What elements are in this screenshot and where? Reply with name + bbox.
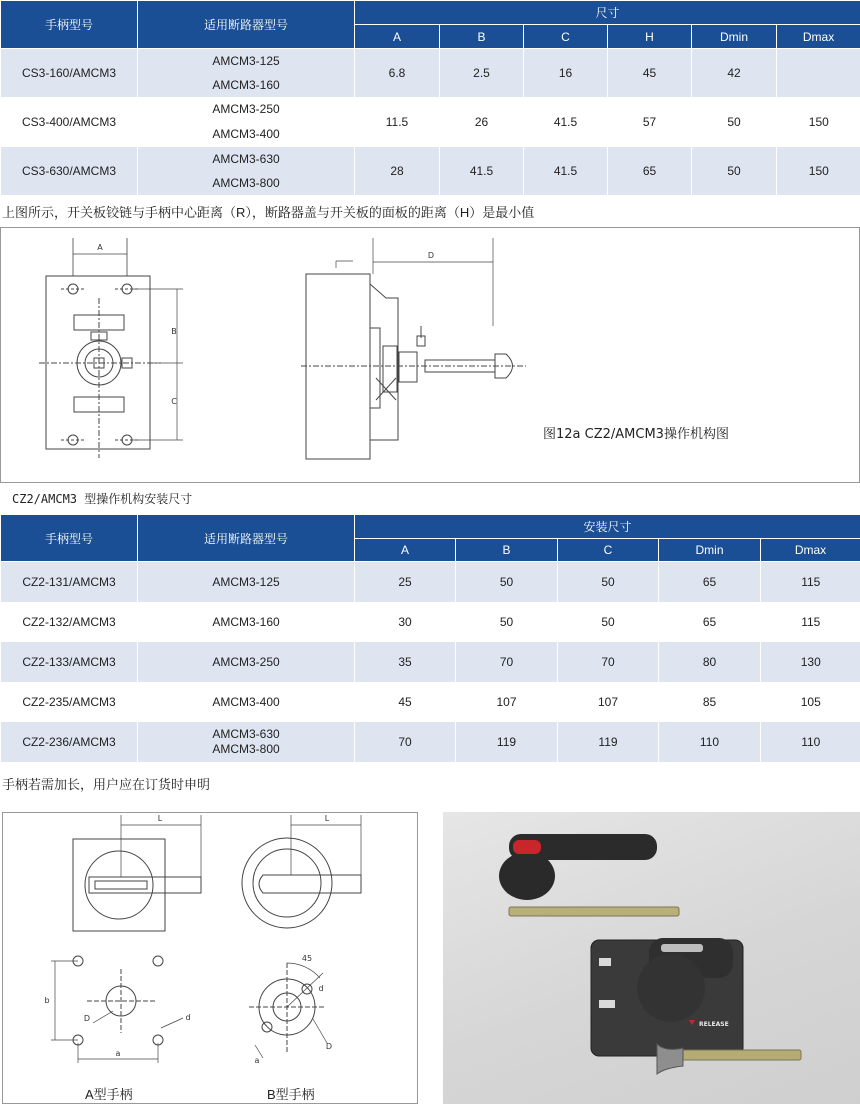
cell-value: 110 [659, 722, 761, 762]
dim-label-d-upper-b: D [326, 1042, 332, 1051]
cell-value: 110 [761, 722, 860, 762]
mechanism-drawing [1, 228, 859, 482]
cell-model: CS3-160/AMCM3 [1, 49, 138, 97]
header-install-dimensions: 安装尺寸 [355, 515, 860, 539]
dim-label-d-lower-b: d [318, 984, 323, 993]
header-col-dmax: Dmax [761, 539, 860, 562]
cell-value: 119 [456, 722, 558, 762]
cell-value: 26 [440, 97, 524, 147]
table-row [1, 602, 860, 642]
rotary-base [637, 954, 705, 1022]
section-title: CZ2/AMCM3 型操作机构安装尺寸 [12, 490, 192, 507]
cell-value: 107 [558, 682, 659, 722]
header-handle-model: 手柄型号 [1, 1, 138, 49]
cell-value: 107 [456, 682, 558, 722]
cell-breaker: AMCM3-125 [138, 49, 355, 73]
note-extension: 手柄若需加长，用户应在订货时申明 [2, 774, 210, 793]
figure-caption: 图12a CZ2/AMCM3操作机构图 [543, 426, 729, 442]
release-label: RELEASE [699, 1021, 729, 1028]
cell-breaker: AMCM3-800 [138, 171, 355, 195]
cell-value: 70 [355, 722, 456, 762]
cell-value: 41.5 [440, 147, 524, 195]
spec-table-cz2 [0, 514, 860, 762]
cell-value: 85 [659, 682, 761, 722]
dim-label-b: B [171, 327, 177, 336]
cell-value: 25 [355, 562, 456, 602]
cell-model: CZ2-236/AMCM3 [1, 722, 138, 762]
cell-value: 11.5 [355, 97, 440, 147]
b-type-dial [242, 838, 332, 928]
cell-value: 50 [692, 147, 777, 195]
cell-value: 65 [608, 147, 692, 195]
header-breaker-model: 适用断路器型号 [138, 515, 355, 562]
dim-label-c: C [171, 397, 177, 406]
dim-label-l-a: L [158, 814, 163, 823]
header-col-b: B [456, 539, 558, 562]
cell-value: 28 [355, 147, 440, 195]
dim-label-d-upper: D [84, 1014, 90, 1023]
cell-value: 35 [355, 642, 456, 682]
cell-breaker: AMCM3-125 [138, 562, 355, 602]
extension-shaft [509, 907, 679, 916]
handle-drawing-panel [2, 812, 418, 1104]
header-col-dmax: Dmax [777, 25, 860, 49]
header-handle-model: 手柄型号 [1, 515, 138, 562]
spec-table-cs3 [0, 0, 860, 195]
dim-label-d-lower: d [185, 1013, 190, 1022]
cell-model: CZ2-131/AMCM3 [1, 562, 138, 602]
cell-breaker: AMCM3-630 [138, 727, 354, 742]
red-lever-tip [513, 840, 541, 854]
cell-model: CZ2-133/AMCM3 [1, 642, 138, 682]
cell-value: 119 [558, 722, 659, 762]
cell-value: 115 [761, 602, 860, 642]
note-min-distance: 上图所示，开关板铰链与手柄中心距离（R），断路器盖与开关板的面板的距离（H）是最小值 [2, 202, 534, 221]
cell-value: 57 [608, 97, 692, 147]
table-row [1, 49, 860, 73]
cell-value: 50 [558, 562, 659, 602]
dim-label-a-small: a [116, 1049, 121, 1058]
cell-breaker: AMCM3-250 [138, 642, 355, 682]
header-col-a: A [355, 539, 456, 562]
cell-value: 130 [761, 642, 860, 682]
dim-label-angle: 45 [302, 954, 312, 963]
cell-value: 50 [456, 602, 558, 642]
cell-value: 80 [659, 642, 761, 682]
table-row [1, 722, 860, 762]
a-type-plate [73, 839, 165, 931]
header-col-dmin: Dmin [692, 25, 777, 49]
table-row [1, 642, 860, 682]
cell-breaker: AMCM3-250 [138, 97, 355, 122]
on-marker [599, 958, 611, 966]
dim-label-a-small-b: a [255, 1056, 260, 1065]
header-col-b: B [440, 25, 524, 49]
cell-value: 70 [456, 642, 558, 682]
cell-value: 50 [692, 97, 777, 147]
table-row [1, 562, 860, 602]
cell-breaker: AMCM3-630 [138, 147, 355, 171]
product-photo [443, 812, 860, 1104]
cell-value: 65 [659, 562, 761, 602]
dim-label-a: A [97, 243, 103, 252]
cell-value: 42 [692, 49, 777, 97]
cell-value: 2.5 [440, 49, 524, 97]
cell-value: 70 [558, 642, 659, 682]
cell-value: 6.8 [355, 49, 440, 97]
dim-label-b-small: b [44, 996, 49, 1005]
cell-model: CS3-400/AMCM3 [1, 97, 138, 147]
cell-model: CZ2-132/AMCM3 [1, 602, 138, 642]
mechanism-drawing-panel [0, 227, 860, 483]
cell-value: 41.5 [524, 97, 608, 147]
header-col-c: C [558, 539, 659, 562]
cell-value: 50 [558, 602, 659, 642]
cell-breaker: AMCM3-800 [138, 742, 354, 757]
lever-highlight [661, 944, 703, 952]
cell-breaker: AMCM3-400 [138, 682, 355, 722]
cell-value: 150 [777, 147, 860, 195]
header-col-h: H [608, 25, 692, 49]
cell-value: 115 [761, 562, 860, 602]
header-breaker-model: 适用断路器型号 [138, 1, 355, 49]
table-row [1, 682, 860, 722]
cell-value: 45 [355, 682, 456, 722]
cell-value: 105 [761, 682, 860, 722]
cell-value: 50 [456, 562, 558, 602]
cell-breaker: AMCM3-400 [138, 122, 355, 147]
cell-breaker-stack [138, 722, 355, 762]
product-illustration [443, 812, 860, 1104]
cell-breaker: AMCM3-160 [138, 602, 355, 642]
caption-b-type: B型手柄 [267, 1084, 315, 1103]
front-plate-outline [46, 276, 150, 449]
table-row [1, 147, 860, 171]
caption-a-type: A型手柄 [85, 1084, 133, 1103]
table-row [1, 97, 860, 122]
handle-drawing [3, 813, 417, 1103]
cell-value: 41.5 [524, 147, 608, 195]
dim-label-d: D [428, 251, 434, 260]
cell-breaker: AMCM3-160 [138, 73, 355, 97]
lower-shaft [681, 1050, 801, 1060]
header-col-c: C [524, 25, 608, 49]
cell-model: CZ2-235/AMCM3 [1, 682, 138, 722]
dim-label-l-b: L [325, 814, 330, 823]
off-marker [599, 1000, 615, 1008]
cell-value [777, 49, 860, 97]
header-col-dmin: Dmin [659, 539, 761, 562]
cell-value: 65 [659, 602, 761, 642]
cell-model: CS3-630/AMCM3 [1, 147, 138, 195]
cell-value: 30 [355, 602, 456, 642]
cell-value: 150 [777, 97, 860, 147]
header-col-a: A [355, 25, 440, 49]
header-dimensions: 尺寸 [355, 1, 860, 25]
cell-value: 45 [608, 49, 692, 97]
cell-value: 16 [524, 49, 608, 97]
